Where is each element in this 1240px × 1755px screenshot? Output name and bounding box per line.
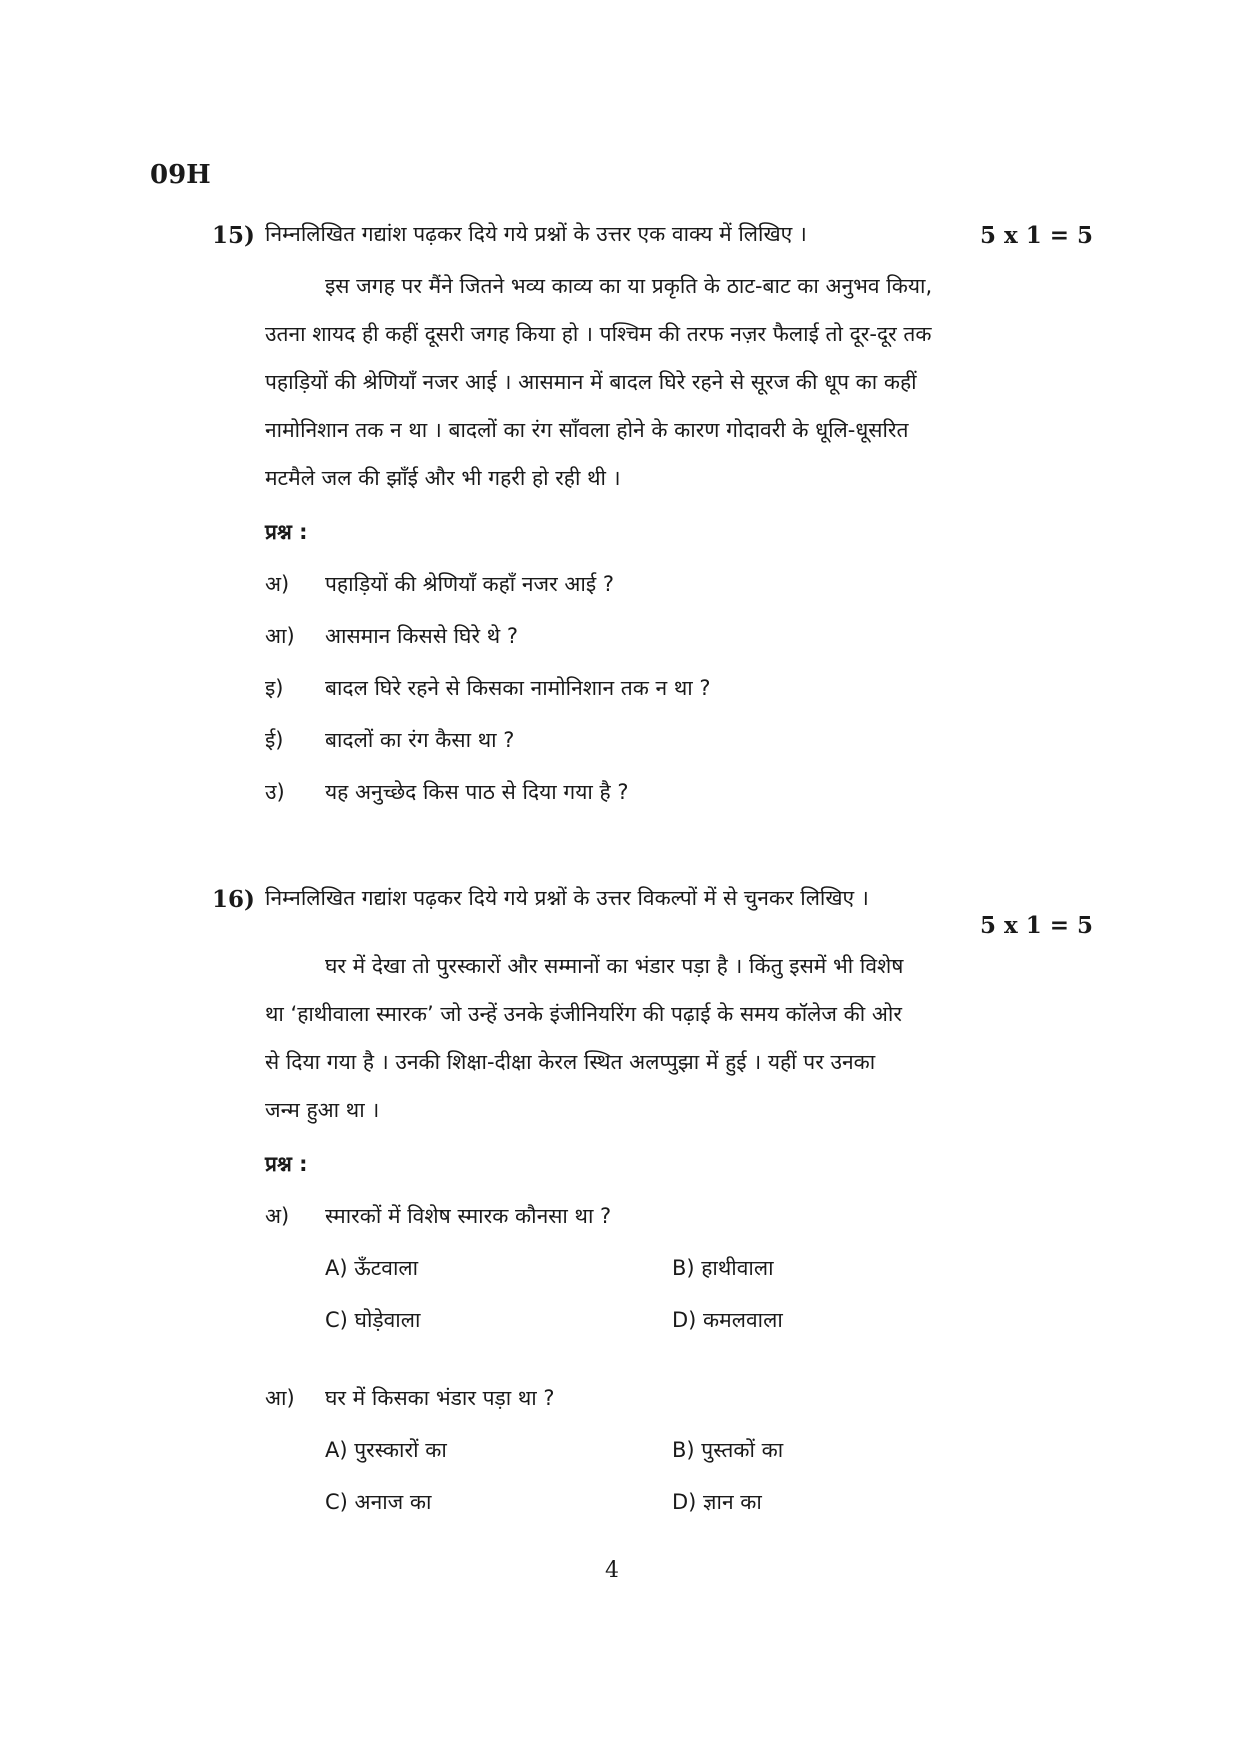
q15-sub-question: पहाड़ियों की श्रेणियाँ कहाँ नजर आई ?	[325, 572, 615, 596]
q16-option-a: A) पुरस्कारों का	[325, 1438, 447, 1462]
q15-sub-marker: ई)	[265, 728, 284, 752]
q16-sub-marker: आ)	[265, 1386, 295, 1410]
q15-number: 15)	[212, 222, 255, 249]
q16-sub-question: स्मारकों में विशेष स्मारक कौनसा था ?	[325, 1204, 612, 1228]
q15-passage-line-5: मटमैले जल की झाँई और भी गहरी हो रही थी ।	[265, 466, 621, 490]
paper-code: 09H	[150, 160, 211, 190]
q15-sub-marker: आ)	[265, 624, 295, 648]
q15-passage-line-4: नामोनिशान तक न था । बादलों का रंग साँवला होने के कारण गोदावरी के धूलि-धूसरित	[265, 418, 909, 442]
q16-instruction: निम्नलिखित गद्यांश पढ़कर दिये गये प्रश्नों के उत्तर विकल्पों में से चुनकर लिखिए ।	[265, 886, 869, 910]
q16-passage-line-3: से दिया गया है । उनकी शिक्षा-दीक्षा केरल स्थित अलप्पुझा में हुई । यहीं पर उनका	[265, 1050, 876, 1074]
q16-marks: 5 x 1 = 5	[980, 912, 1094, 939]
q15-passage-line-3: पहाड़ियों की श्रेणियाँ नजर आई । आसमान में बादल घिरे रहने से सूरज की धूप का कहीं	[265, 370, 917, 394]
q15-sub-marker: उ)	[265, 780, 285, 804]
q16-number: 16)	[212, 886, 255, 913]
q15-sub-question: बादल घिरे रहने से किसका नामोनिशान तक न था ?	[325, 676, 711, 700]
q15-passage-line-1: इस जगह पर मैंने जितने भव्य काव्य का या प्रकृति के ठाट-बाट का अनुभव किया,	[325, 274, 933, 298]
q16-questions-label: प्रश्न :	[265, 1152, 308, 1176]
q16-option-d: D) कमलवाला	[672, 1308, 783, 1332]
q16-passage-line-4: जन्म हुआ था ।	[265, 1098, 380, 1122]
q16-passage-line-2: था ‘हाथीवाला स्मारक’ जो उन्हें उनके इंजीनियरिंग की पढ़ाई के समय कॉलेज की ओर	[265, 1002, 902, 1026]
q15-sub-question: आसमान किससे घिरे थे ?	[325, 624, 518, 648]
q16-option-c: C) घोड़ेवाला	[325, 1308, 421, 1332]
q15-sub-question: बादलों का रंग कैसा था ?	[325, 728, 515, 752]
q16-option-c: C) अनाज का	[325, 1490, 432, 1514]
q16-option-d: D) ज्ञान का	[672, 1490, 762, 1514]
q16-option-b: B) पुस्तकों का	[672, 1438, 784, 1462]
q16-sub-question: घर में किसका भंडार पड़ा था ?	[325, 1386, 555, 1410]
q15-sub-question: यह अनुच्छेद किस पाठ से दिया गया है ?	[325, 780, 629, 804]
q16-sub-marker: अ)	[265, 1204, 290, 1228]
q16-option-b: B) हाथीवाला	[672, 1256, 774, 1280]
q15-questions-label: प्रश्न :	[265, 520, 308, 544]
q15-sub-marker: अ)	[265, 572, 290, 596]
q15-passage-line-2: उतना शायद ही कहीं दूसरी जगह किया हो । पश्चिम की तरफ नज़र फैलाई तो दूर-दूर तक	[265, 322, 932, 346]
q15-instruction: निम्नलिखित गद्यांश पढ़कर दिये गये प्रश्नों के उत्तर एक वाक्य में लिखिए ।	[265, 222, 807, 246]
page-number: 4	[605, 1558, 619, 1583]
q15-sub-marker: इ)	[265, 676, 284, 700]
q16-passage-line-1: घर में देखा तो पुरस्कारों और सम्मानों का भंडार पड़ा है । किंतु इसमें भी विशेष	[325, 954, 904, 978]
q16-option-a: A) ऊँटवाला	[325, 1256, 419, 1280]
q15-marks: 5 x 1 = 5	[980, 222, 1094, 249]
